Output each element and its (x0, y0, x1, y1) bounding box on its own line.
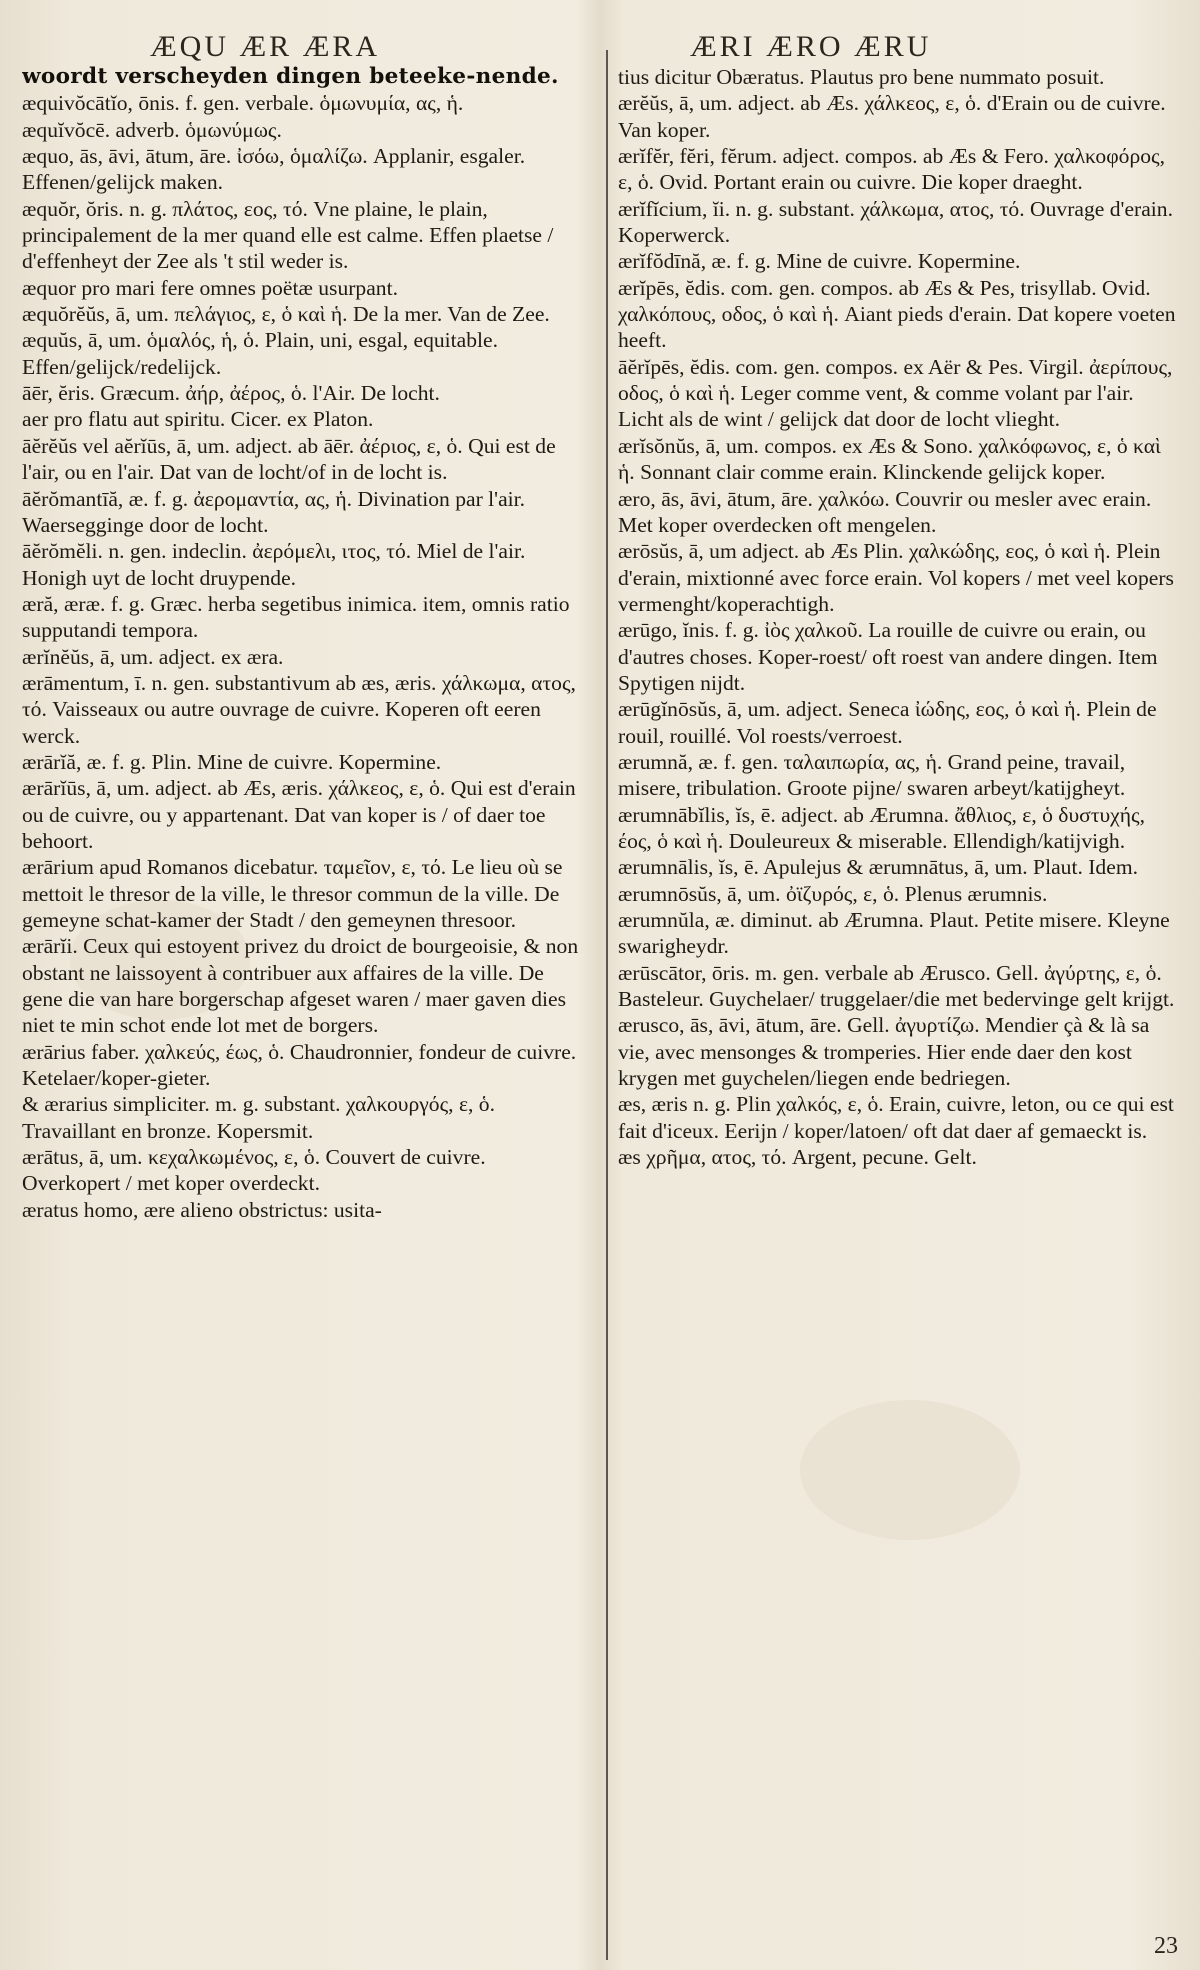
page-number: 23 (1154, 1933, 1178, 1959)
dictionary-entry: ærĕŭs, ā, um. adject. ab Æs. χάλκεος, ε, ὁ. d'Erain ou de cuivre. Van koper. (618, 91, 1166, 142)
running-head-left: ÆQU ÆR ÆRA (150, 30, 381, 63)
dictionary-entry: ærĭfŏdīnă, æ. f. g. Mine de cuivre. Kopermine. (618, 249, 1021, 274)
dictionary-entry: & ærarius simpliciter. m. g. substant. χαλκουργός, ε, ὁ. Travaillant en bronze. Kopersmit. (22, 1092, 496, 1143)
running-head-right: ÆRI ÆRO ÆRU (690, 30, 932, 63)
dictionary-entry: ærĭfĭcium, ĭi. n. g. substant. χάλκωμα, ατος, τό. Ouvrage d'erain. Koperwerck. (618, 196, 1174, 248)
dictionary-entry: woordt verscheyden dingen beteeke-nende. (22, 64, 559, 89)
dictionary-entry: ærātus, ā, um. κεχαλκωμένος, ε, ὁ. Couvert de cuivre. Overkopert / met koper overdeckt. (22, 1145, 486, 1196)
dictionary-entry: ærāmentum, ī. n. gen. substantivum ab æs, æris. χάλκωμα, ατος, τό. Vaisseaux ou autre ouvrage de cuivre. Koperen oft eeren werck. (22, 670, 576, 748)
dictionary-entry: ærumnālis, ĭs, ē. Apulejus & ærumnātus, ā, um. Plaut. Idem. (618, 855, 1139, 880)
dictionary-entry: tius dicitur Obæratus. Plautus pro bene nummato posuit. (618, 65, 1105, 89)
dictionary-entry: ærārius faber. χαλκεύς, έως, ὁ. Chaudronnier, fondeur de cuivre. Ketelaer/koper-gieter. (22, 1039, 577, 1091)
right-column (618, 64, 1178, 1954)
dictionary-entry: āĕrŏmĕli. n. gen. indeclin. ἀερόμελι, ιτος, τό. Miel de l'air. Honigh uyt de locht druypende. (22, 539, 526, 590)
dictionary-entry: ærārium apud Romanos dicebatur. ταμεῖον, ε, τό. Le lieu où se mettoit le thresor de la ville, le thresor commun de la ville. De gemeyne schat-kamer der Stadt / den gemeynen thresoor. (22, 855, 563, 932)
dictionary-entry: æră, æræ. f. g. Græc. herba segetibus inimica. item, omnis ratio supputandi tempora. (22, 591, 570, 643)
dictionary-entry: ærūscātor, ōris. m. gen. verbale ab Ærusco. Gell. ἀγύρτης, ε, ὁ. Basteleur. Guychelaer/ truggelaer/die met bedervinge gelt krijgt. (618, 960, 1175, 1012)
dictionary-entry: ærusco, ās, āvi, ātum, āre. Gell. ἀγυρτίζω. Mendier çà & là sa vie, avec mensonges & tromperies. Hier ende daer den kost krygen met guychelen/liegen ende bedriegen. (618, 1013, 1150, 1091)
dictionary-entry: æquivŏcātĭo, ōnis. f. gen. verbale. ὁμωνυμία, ας, ἡ. (22, 91, 464, 116)
dictionary-entry: æquŏr, ŏris. n. g. πλάτος, εος, τό. Vne plaine, le plain, principalement de la mer quand elle est calme. Effen plaetse / d'effenheyt der Zee als 't stil weder is. (22, 196, 554, 274)
dictionary-entry: ærumnōsŭs, ā, um. ὀϊζυρός, ε, ὁ. Plenus ærumnis. (618, 881, 1048, 906)
dictionary-entry: æro, ās, āvi, ātum, āre. χαλκόω. Couvrir ou mesler avec erain. Met koper overdecken oft mengelen. (618, 486, 1152, 537)
dictionary-entry: æquor pro mari fere omnes poëtæ usurpant. (22, 275, 399, 300)
dictionary-entry: æs χρῆμα, ατος, τό. Argent, pecune. Gelt. (618, 1145, 977, 1170)
dictionary-entry: ærĭnĕŭs, ā, um. adject. ex æra. (22, 644, 284, 669)
dictionary-entry: ærĭsŏnŭs, ā, um. compos. ex Æs & Sono. χαλκόφωνος, ε, ὁ καὶ ἡ. Sonnant clair comme erain. Klinckende gelijck koper. (618, 433, 1161, 485)
dictionary-entry: ærumnă, æ. f. gen. ταλαιπωρία, ας, ἡ. Grand peine, travail, misere, tribulation. Groote pijne/ swaren arbeyt/katijgheyt. (618, 749, 1126, 801)
dictionary-entry: ærūgĭnōsŭs, ā, um. adject. Seneca ἰώδης, εος, ὁ καὶ ἡ. Plein de rouil, rouillé. Vol roests/verroest. (618, 697, 1157, 748)
dictionary-entry: ærĭfĕr, fĕri, fĕrum. adject. compos. ab Æs & Fero. χαλκοφόρος, ε, ὁ. Ovid. Portant erain ou cuivre. Die koper draeght. (618, 144, 1165, 195)
dictionary-entry: āĕrŏmantīă, æ. f. g. ἀερομαντία, ας, ἡ. Divination par l'air. Waersegginge door de locht. (22, 486, 526, 537)
dictionary-entry: æs, æris n. g. Plin χαλκός, ε, ὁ. Erain, cuivre, leton, ou ce qui est fait d'iceux. Eerijn / koper/latoen/ oft dat daer af gemaeckt is. (618, 1092, 1174, 1143)
column-divider (606, 50, 608, 1960)
dictionary-entry: ærumnŭla, æ. diminut. ab Ærumna. Plaut. Petite misere. Kleyne swarigheydr. (618, 908, 1170, 959)
dictionary-entry: āēr, ĕris. Græcum. ἀήρ, ἀέρος, ὁ. l'Air. De locht. (22, 381, 440, 406)
dictionary-entry: æquŏrĕŭs, ā, um. πελάγιος, ε, ὁ καὶ ἡ. De la mer. Van de Zee. (22, 302, 550, 327)
dictionary-entry: æquŭs, ā, um. ὁμαλός, ἡ, ὁ. Plain, uni, esgal, equitable. Effen/gelijck/redelijck. (22, 328, 499, 379)
dictionary-entry: ærārĭūs, ā, um. adject. ab Æs, æris. χάλκεος, ε, ὁ. Qui est d'erain ou de cuivre, ou y appartenant. Dat van koper is / of daer toe behoort. (22, 776, 576, 853)
dictionary-entry: āĕrĕŭs vel aĕrĭūs, ā, um. adject. ab āēr. ἀέριος, ε, ὁ. Qui est de l'air, ou en l'air. Dat van de locht/of in de locht is. (22, 433, 556, 485)
dictionary-entry: ærumnābĭlis, ĭs, ē. adject. ab Ærumna. ἄθλιος, ε, ὁ δυστυχής, έος, ὁ καὶ ἡ. Douleureux & miserable. Ellendigh/katijvigh. (618, 802, 1146, 853)
dictionary-entry: ærūgo, ĭnis. f. g. ἰὸς χαλκοῦ. La rouille de cuivre ou erain, ou d'autres choses. Koper-roest/ oft roest van andere dingen. Item Spytigen nijdt. (618, 618, 1158, 695)
dictionary-entry: āĕrĭpēs, ĕdis. com. gen. compos. ex Aër & Pes. Virgil. ἀερίπους, οδος, ὁ καὶ ἡ. Leger comme vent, & comme volant par l'air. Licht als de wint / gelijck dat door de locht vlieght. (618, 354, 1173, 432)
left-column (22, 64, 587, 1954)
dictionary-entry: æquo, ās, āvi, ātum, āre. ἰσόω, ὁμαλίζω. Applanir, esgaler. Effenen/gelijck maken. (22, 144, 526, 195)
dictionary-entry: aer pro flatu aut spiritu. Cicer. ex Platon. (22, 407, 374, 432)
dictionary-entry: ærārĭi. Ceux qui estoyent privez du droict de bourgeoisie, & non obstant ne laissoyent à contribuer aux affaires de la ville. De gene die van hare borgerschap afgeset waren / maer gaven dies niet te min schot ende lot met de borgers. (22, 934, 579, 1038)
dictionary-entry: ærōsŭs, ā, um adject. ab Æs Plin. χαλκώδης, εος, ὁ καὶ ἡ. Plein d'erain, mixtionné avec force erain. Vol kopers / met veel kopers vermenght/koperachtigh. (618, 539, 1174, 616)
dictionary-entry: ærārĭă, æ. f. g. Plin. Mine de cuivre. Kopermine. (22, 749, 442, 774)
dictionary-entry: æratus homo, ære alieno obstrictus: usita- (22, 1197, 382, 1222)
dictionary-entry: ærĭpēs, ĕdis. com. gen. compos. ab Æs & Pes, trisyllab. Ovid. χαλκόπους, οδος, ὁ καὶ ἡ. Aiant pieds d'erain. Dat kopere voeten heeft. (618, 275, 1176, 353)
dictionary-entry: æquĭvŏcē. adverb. ὁμωνύμως. (22, 117, 282, 142)
